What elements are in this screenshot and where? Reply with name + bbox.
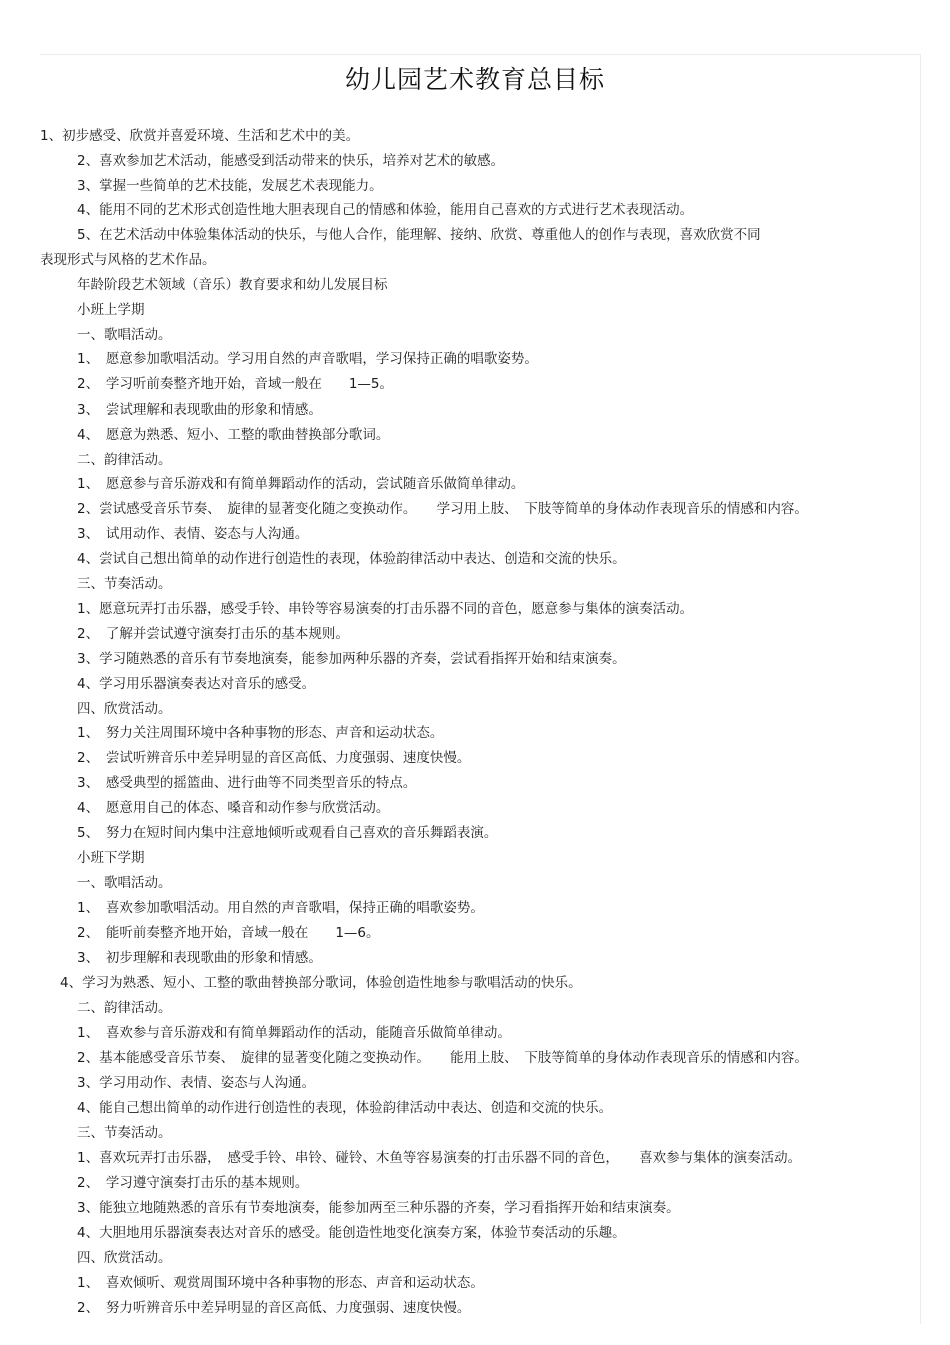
text-line: 3、掌握一些简单的艺术技能，发展艺术表现能力。 [77,178,383,194]
text-line: 小班上学期 [77,302,145,318]
text-line: 4、能用不同的艺术形式创造性地大胆表现自己的情感和体验，能用自己喜欢的方式进行艺术表现活动。 [77,202,694,218]
text-line: 2、 努力听辨音乐中差异明显的音区高低、力度强弱、速度快慢。 [77,1300,471,1316]
text-line: 1、 努力关注周围环境中各种事物的形态、声音和运动状态。 [77,725,444,741]
text-line: 一、歌唱活动。 [77,327,172,343]
text-line: 2、基本能感受音乐节奏、 旋律的显著变化随之变换动作。 能用上肢、 下肢等简单的身体动作表现音乐的情感和内容。 [77,1050,808,1066]
text-line: 三、节奏活动。 [77,1125,172,1141]
text-line: 3、 尝试理解和表现歌曲的形象和情感。 [77,402,322,418]
page-title: 幼儿园艺术教育总目标 [344,65,605,94]
text-line: 3、学习随熟悉的音乐有节奏地演奏，能参加两种乐器的齐奏，尝试看指挥开始和结束演奏。 [77,651,626,667]
text-line: 2、 了解并尝试遵守演奏打击乐的基本规则。 [77,626,349,642]
text-line: 表现形式与风格的艺术作品。 [40,252,216,268]
text-line: 3、能独立地随熟悉的音乐有节奏地演奏，能参加两至三种乐器的齐奏，学习看指挥开始和结束演奏。 [77,1200,680,1216]
text-line: 3、学习用动作、表情、姿态与人沟通。 [77,1075,316,1091]
text-line: 四、欣赏活动。 [77,701,172,717]
text-line: 3、 试用动作、表情、姿态与人沟通。 [77,526,309,542]
text-line: 4、大胆地用乐器演奏表达对音乐的感受。能创造性地变化演奏方案，体验节奏活动的乐趣。 [77,1225,626,1241]
text-line: 4、学习用乐器演奏表达对音乐的感受。 [77,676,316,692]
text-line: 2、尝试感受音乐节奏、 旋律的显著变化随之变换动作。 学习用上肢、 下肢等简单的身体动作表现音乐的情感和内容。 [77,501,808,517]
page-border-top [40,54,920,55]
text-line: 5、 努力在短时间内集中注意地倾听或观看自己喜欢的音乐舞蹈表演。 [77,825,498,841]
text-line: 四、欣赏活动。 [77,1250,172,1266]
text-line: 2、喜欢参加艺术活动，能感受到活动带来的快乐，培养对艺术的敏感。 [77,153,505,169]
text-line: 1、愿意玩弄打击乐器，感受手铃、串铃等容易演奏的打击乐器不同的音色，愿意参与集体的演奏活动。 [77,601,694,617]
text-line: 2、 学习听前奏整齐地开始，音域一般在 1—5。 [77,376,394,392]
text-line: 小班下学期 [77,850,145,866]
text-line: 年龄阶段艺术领域（音乐）教育要求和幼儿发展目标 [77,277,388,293]
text-line: 二、韵律活动。 [77,452,172,468]
text-line: 2、 尝试听辨音乐中差异明显的音区高低、力度强弱、速度快慢。 [77,750,471,766]
text-line: 1、 喜欢参加歌唱活动。用自然的声音歌唱，保持正确的唱歌姿势。 [77,900,484,916]
text-line: 1、 喜欢参与音乐游戏和有简单舞蹈动作的活动，能随音乐做简单律动。 [77,1025,511,1041]
text-line: 1、 愿意参加歌唱活动。学习用自然的声音歌唱，学习保持正确的唱歌姿势。 [77,351,538,367]
text-line: 一、歌唱活动。 [77,875,172,891]
text-line: 5、在艺术活动中体验集体活动的快乐，与他人合作，能理解、接纳、欣赏、尊重他人的创作与表现，喜欢欣赏不同 [77,227,761,243]
text-line: 1、 愿意参与音乐游戏和有简单舞蹈动作的活动，尝试随音乐做简单律动。 [77,476,525,492]
text-line: 2、 学习遵守演奏打击乐的基本规则。 [77,1175,309,1191]
page-border-right [920,54,921,1324]
text-line: 3、 感受典型的摇篮曲、进行曲等不同类型音乐的特点。 [77,775,417,791]
text-line: 4、 愿意用自己的体态、嗓音和动作参与欣赏活动。 [77,800,390,816]
text-line: 1、初步感受、欣赏并喜爱环境、生活和艺术中的美。 [40,128,360,144]
text-line: 二、韵律活动。 [77,1000,172,1016]
text-line: 三、节奏活动。 [77,576,172,592]
text-line: 1、 喜欢倾听、观赏周围环境中各种事物的形态、声音和运动状态。 [77,1275,484,1291]
text-line: 2、 能听前奏整齐地开始，音域一般在 1—6。 [77,925,380,941]
text-line: 3、 初步理解和表现歌曲的形象和情感。 [77,950,322,966]
text-line: 4、学习为熟悉、短小、工整的歌曲替换部分歌词，体验创造性地参与歌唱活动的快乐。 [60,975,582,991]
text-line: 4、 愿意为熟悉、短小、工整的歌曲替换部分歌词。 [77,427,390,443]
text-line: 4、能自己想出简单的动作进行创造性的表现，体验韵律活动中表达、创造和交流的快乐。 [77,1100,613,1116]
text-line: 4、尝试自己想出简单的动作进行创造性的表现，体验韵律活动中表达、创造和交流的快乐。 [77,551,626,567]
text-line: 1、喜欢玩弄打击乐器， 感受手铃、串铃、碰铃、木鱼等容易演奏的打击乐器不同的音色， 喜欢参与集体的演奏活动。 [77,1150,802,1166]
